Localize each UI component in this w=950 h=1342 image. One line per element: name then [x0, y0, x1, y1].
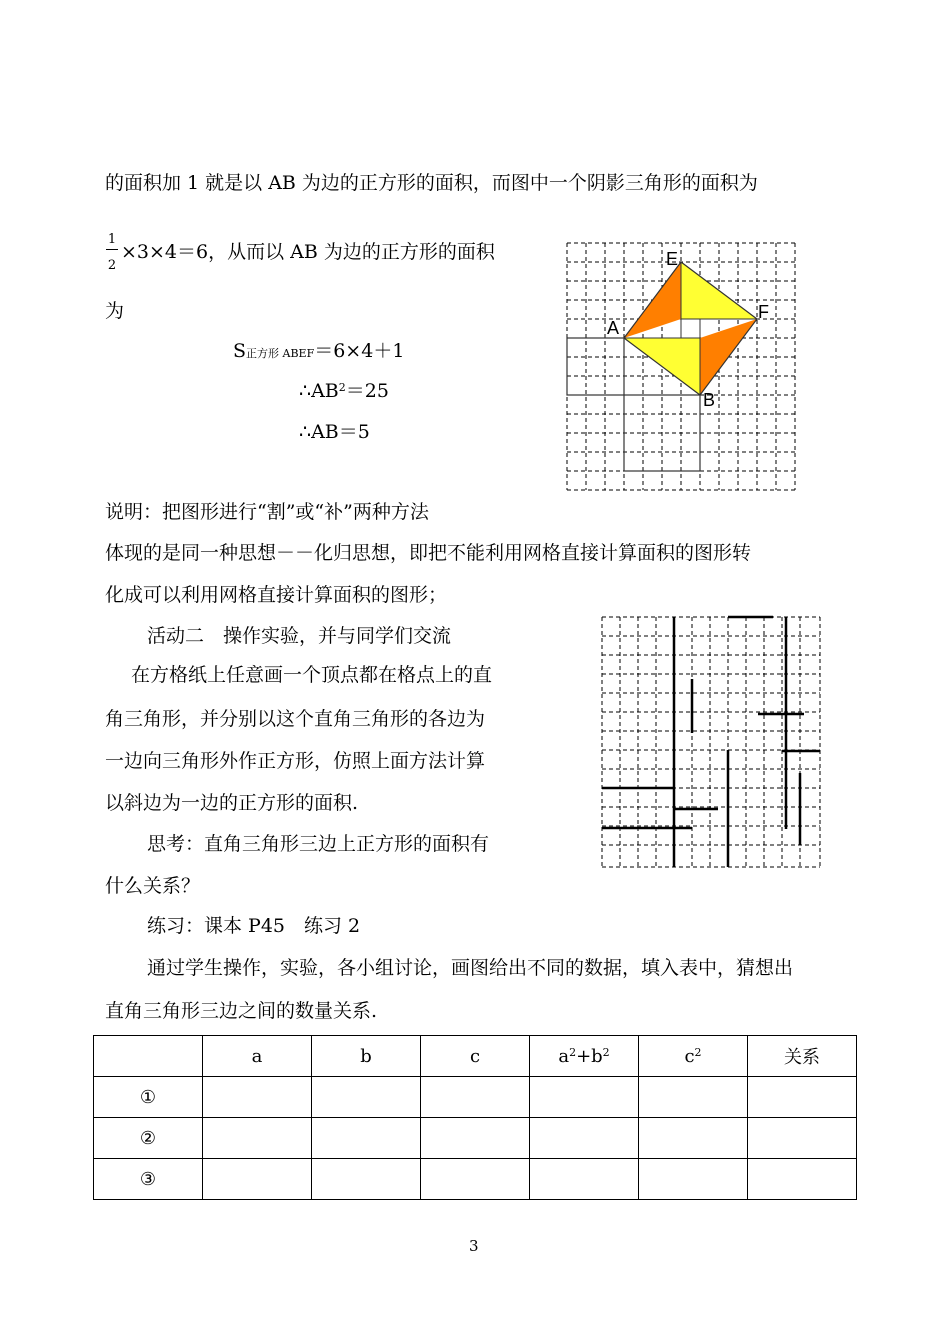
label-b: B — [703, 390, 716, 410]
table-cell[interactable] — [748, 1077, 857, 1118]
table-header-cell — [94, 1036, 203, 1077]
table-cell[interactable] — [530, 1118, 639, 1159]
table-cell[interactable] — [421, 1159, 530, 1200]
table-cell[interactable] — [639, 1077, 748, 1118]
paragraph-line-2: 直角三角形三边之间的数量关系. — [105, 1000, 378, 1022]
activity-line-2: 角三角形，并分别以这个直角三角形的各边为 — [105, 708, 486, 730]
think-line-1: 思考：直角三角形三边上正方形的面积有 — [147, 833, 490, 855]
dashed-grid — [602, 617, 820, 867]
table-header-a: a — [203, 1036, 312, 1077]
table-row — [94, 1118, 857, 1159]
table-cell[interactable] — [748, 1118, 857, 1159]
label-f: F — [758, 302, 769, 322]
table-cell[interactable] — [312, 1159, 421, 1200]
activity-line-3: 一边向三角形外作正方形，仿照上面方法计算 — [105, 750, 486, 772]
table-header-c2: $c^2$ — [639, 1036, 748, 1077]
data-table — [93, 1035, 857, 1200]
explain-line-2: 体现的是同一种思想－－化归思想，即把不能利用网格直接计算面积的图形转 — [105, 542, 752, 564]
text-line-2: ×3×4＝6，从而以 AB 为边的正方形的面积 — [121, 241, 495, 263]
table-header-a2-plus-b2: $a^2+b^2$ — [530, 1036, 639, 1077]
fraction-numerator: 1 — [107, 232, 117, 247]
table-header-b: b — [312, 1036, 421, 1077]
explain-line-1: 说明：把图形进行“割”或“补”两种方法 — [105, 501, 429, 523]
equation-area: S正方形 ABEF＝6×4＋1 — [233, 340, 405, 362]
table-cell[interactable] — [639, 1159, 748, 1200]
table-header-c: c — [421, 1036, 530, 1077]
table-row-label: ② — [94, 1118, 203, 1159]
text-line-1: 的面积加 1 就是以 AB 为边的正方形的面积，而图中一个阴影三角形的面积为 — [105, 172, 758, 194]
fraction-bar — [106, 249, 118, 250]
table-cell[interactable] — [530, 1159, 639, 1200]
explain-line-3: 化成可以利用网格直接计算面积的图形； — [105, 584, 448, 606]
table-row-label: ① — [94, 1077, 203, 1118]
fraction-denominator: 2 — [107, 258, 117, 273]
table-cell[interactable] — [748, 1159, 857, 1200]
label-a: A — [607, 318, 620, 338]
table-cell[interactable] — [530, 1077, 639, 1118]
table-cell[interactable] — [203, 1077, 312, 1118]
table-cell[interactable] — [312, 1077, 421, 1118]
pythagoras-grid-figure — [562, 238, 802, 494]
page-number: 3 — [469, 1237, 479, 1255]
center-white-square — [681, 319, 700, 338]
practice-line: 练习：课本 P45 练习 2 — [147, 915, 361, 937]
table-cell[interactable] — [312, 1118, 421, 1159]
label-e: E — [666, 249, 679, 269]
table-header-row — [94, 1036, 857, 1077]
table-row-label: ③ — [94, 1159, 203, 1200]
operation-grid-figure — [600, 613, 824, 869]
table-row — [94, 1159, 857, 1200]
table-cell[interactable] — [203, 1118, 312, 1159]
table-cell[interactable] — [421, 1118, 530, 1159]
paragraph-line-1: 通过学生操作，实验，各小组讨论，画图给出不同的数据，填入表中，猜想出 — [147, 957, 794, 979]
table-header-relation: 关系 — [748, 1036, 857, 1077]
table-cell[interactable] — [421, 1077, 530, 1118]
activity-line-4: 以斜边为一边的正方形的面积. — [105, 792, 359, 814]
equation-ab: ∴AB＝5 — [299, 421, 370, 443]
equation-ab-squared: $\therefore AB^2=25$ — [299, 380, 389, 402]
activity-title: 活动二 操作实验，并与同学们交流 — [147, 625, 452, 647]
table-cell[interactable] — [203, 1159, 312, 1200]
table-row — [94, 1077, 857, 1118]
think-line-2: 什么关系？ — [105, 875, 201, 897]
square-side-ac — [567, 338, 624, 395]
activity-line-1: 在方格纸上任意画一个顶点都在格点上的直 — [131, 664, 493, 686]
text-line-3: 为 — [105, 300, 125, 322]
table-cell[interactable] — [639, 1118, 748, 1159]
